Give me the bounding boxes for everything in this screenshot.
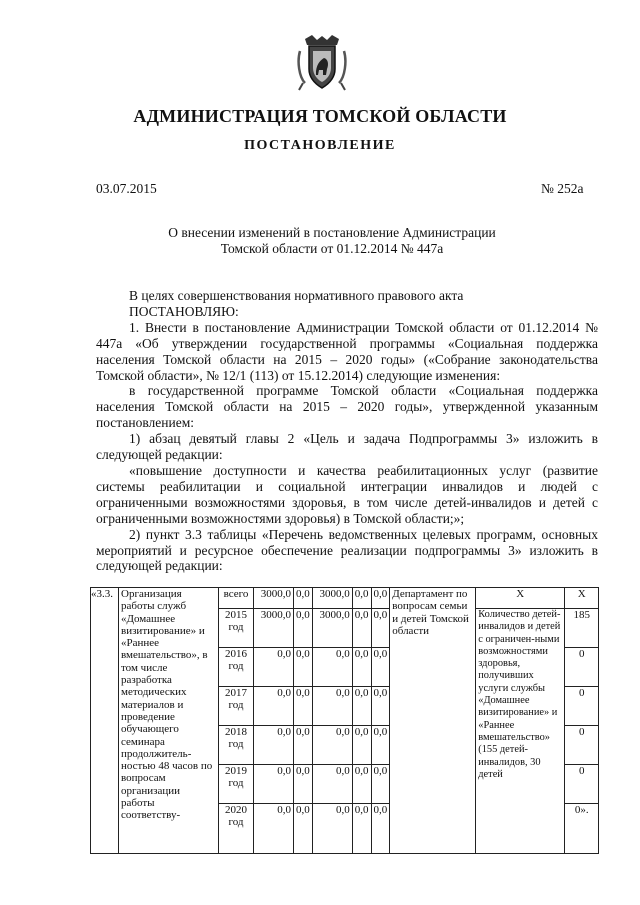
program-table bbox=[90, 587, 599, 854]
activity-cell: Организация работы служб «Домашнее визитирование» и «Раннее вмешательство», в том числе разработка методических материалов и проведение обучающего семинара продолжитель-ностью 48 часов по вопросам организации работы соответству- bbox=[119, 588, 219, 854]
value-cell: 0,0 bbox=[371, 804, 390, 854]
period-cell: 2020 год bbox=[219, 804, 254, 854]
value-cell: 0,0 bbox=[294, 588, 313, 609]
value-cell: 0,0 bbox=[371, 648, 390, 687]
value-cell: 0,0 bbox=[254, 648, 294, 687]
value-cell: 0,0 bbox=[352, 726, 371, 765]
value-cell: 3000,0 bbox=[312, 609, 352, 648]
indicator-header-cell: Х bbox=[476, 588, 565, 609]
value-cell: 0,0 bbox=[371, 588, 390, 609]
target-cell: 0». bbox=[565, 804, 599, 854]
value-cell: 0,0 bbox=[352, 804, 371, 854]
value-cell: 0,0 bbox=[294, 765, 313, 804]
value-cell: 0,0 bbox=[254, 804, 294, 854]
value-cell: 3000,0 bbox=[254, 609, 294, 648]
value-cell: 0,0 bbox=[294, 609, 313, 648]
value-cell: 0,0 bbox=[352, 648, 371, 687]
value-cell: 0,0 bbox=[352, 687, 371, 726]
target-cell: 0 bbox=[565, 648, 599, 687]
paragraph-resolve: ПОСТАНОВЛЯЮ: bbox=[129, 303, 239, 319]
value-cell: 0,0 bbox=[352, 765, 371, 804]
period-cell: 2018 год bbox=[219, 726, 254, 765]
item-number-cell: «3.3. bbox=[91, 588, 119, 854]
target-header-cell: Х bbox=[565, 588, 599, 609]
value-cell: 0,0 bbox=[254, 687, 294, 726]
value-cell: 0,0 bbox=[294, 804, 313, 854]
target-cell: 185 bbox=[565, 609, 599, 648]
paragraph-purpose: В целях совершенствования нормативного правового акта bbox=[129, 288, 464, 303]
value-cell: 0,0 bbox=[312, 804, 352, 854]
subject-line-1: О внесении изменений в постановление Администрации bbox=[168, 225, 496, 240]
value-cell: 0,0 bbox=[371, 726, 390, 765]
value-cell: 0,0 bbox=[312, 726, 352, 765]
value-cell: 0,0 bbox=[352, 588, 371, 609]
target-cell: 0 bbox=[565, 687, 599, 726]
value-cell: 3000,0 bbox=[254, 588, 294, 609]
indicator-cell: Количество детей-инвалидов и детей с ограничен-ными возможностями здоровья, получивших услуги службы «Домашнее визитирование» и «Раннее вмешательство» (155 детей-инвалидов, 30 детей bbox=[476, 609, 565, 854]
table-row bbox=[91, 588, 599, 609]
value-cell: 0,0 bbox=[312, 765, 352, 804]
subject-line-2: Томской области от 01.12.2014 № 447а bbox=[220, 241, 444, 256]
paragraph-item-1: 1) абзац девятый главы 2 «Цель и задача Подпрограммы 3» изложить в следующей редакции: bbox=[96, 431, 598, 463]
executor-cell: Департамент по вопросам семьи и детей Томской области bbox=[390, 588, 476, 854]
paragraph-quote: «повышение доступности и качества реабилитационных услуг (развитие системы реабилитации и социальной интеграции инвалидов и людей с ограниченными возможностями здоровья, в том числе детей-инвалидов и детей с ограниченными возможностями здоровья) в Томской области;»; bbox=[96, 462, 598, 526]
value-cell: 0,0 bbox=[371, 765, 390, 804]
period-cell: 2016 год bbox=[219, 648, 254, 687]
value-cell: 0,0 bbox=[294, 648, 313, 687]
paragraph-program: в государственной программе Томской области «Социальная поддержка населения Томской области на 2015 – 2020 годы», утвержденной указанным постановлением: bbox=[96, 383, 598, 431]
paragraph-item-2: 2) пункт 3.3 таблицы «Перечень ведомственных целевых программ, основных мероприятий и ресурсное обеспечение реализации подпрограммы 3» изложить в следующей редакции: bbox=[96, 526, 598, 574]
period-cell: всего bbox=[219, 588, 254, 609]
coat-of-arms-icon bbox=[297, 33, 347, 91]
value-cell: 0,0 bbox=[371, 609, 390, 648]
value-cell: 0,0 bbox=[352, 609, 371, 648]
value-cell: 0,0 bbox=[254, 726, 294, 765]
paragraph-amend: 1. Внести в постановление Администрации Томской области от 01.12.2014 № 447а «Об утверждении государственной программы «Социальная поддержка населения Томской области на 2015 – 2020 годы» («Собрание законодательства Томской области», № 12/1 (113) от 15.12.2014) следующие изменения: bbox=[96, 319, 598, 383]
document-date: 03.07.2015 bbox=[96, 181, 157, 196]
value-cell: 0,0 bbox=[254, 765, 294, 804]
period-cell: 2015 год bbox=[219, 609, 254, 648]
value-cell: 0,0 bbox=[371, 687, 390, 726]
value-cell: 0,0 bbox=[294, 726, 313, 765]
document-number: № 252а bbox=[541, 181, 584, 196]
target-cell: 0 bbox=[565, 765, 599, 804]
value-cell: 0,0 bbox=[312, 648, 352, 687]
value-cell: 0,0 bbox=[312, 687, 352, 726]
period-cell: 2017 год bbox=[219, 687, 254, 726]
value-cell: 3000,0 bbox=[312, 588, 352, 609]
document-subject bbox=[150, 225, 514, 257]
document-body bbox=[96, 288, 598, 574]
target-cell: 0 bbox=[565, 726, 599, 765]
period-cell: 2019 год bbox=[219, 765, 254, 804]
document-type: ПОСТАНОВЛЕНИЕ bbox=[244, 138, 396, 153]
value-cell: 0,0 bbox=[294, 687, 313, 726]
organization-title: АДМИНИСТРАЦИЯ ТОМСКОЙ ОБЛАСТИ bbox=[133, 106, 507, 126]
